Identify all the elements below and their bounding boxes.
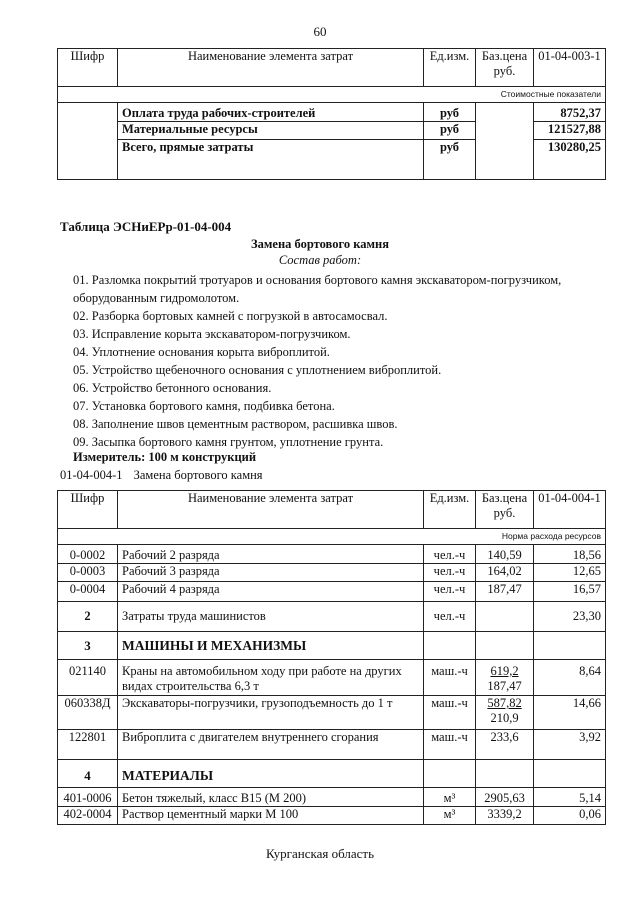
row-unit: маш.-ч — [424, 730, 476, 760]
header-column-code: 01-04-004-1 — [534, 491, 606, 529]
header-code: Шифр — [58, 491, 118, 529]
row-price: 3339,2 — [476, 807, 534, 825]
row-value: 23,30 — [534, 602, 606, 632]
row-unit: маш.-ч — [424, 660, 476, 696]
row-value: 130280,25 — [534, 140, 606, 180]
row-name: Всего, прямые затраты — [118, 140, 424, 180]
cost-table — [57, 48, 606, 180]
section-name: МАШИНЫ И МЕХАНИЗМЫ — [118, 632, 424, 660]
row-name: Краны на автомобильном ходу при работе на других видах строительства 6,3 т — [118, 660, 424, 696]
header-unit: Ед.изм. — [424, 49, 476, 87]
meter: Измеритель: 100 м конструкций — [73, 450, 257, 464]
work-item: 09. Засыпка бортового камня грунтом, уплотнение грунта. — [73, 435, 384, 449]
work-item: 06. Устройство бетонного основания. — [73, 381, 272, 395]
row-name: Виброплита с двигателем внутреннего сгорания — [118, 730, 424, 760]
row-unit: чел.-ч — [424, 602, 476, 632]
row-unit: руб — [424, 140, 476, 180]
row-code: 0-0004 — [58, 582, 118, 602]
row-value: 3,92 — [534, 730, 606, 760]
row-price: 587,82 — [487, 696, 522, 710]
row-name: Затраты труда машинистов — [118, 602, 424, 632]
row-code: 021140 — [58, 660, 118, 696]
row-code: 0-0003 — [58, 564, 118, 582]
row-name: Рабочий 3 разряда — [118, 564, 424, 582]
row-unit: чел.-ч — [424, 545, 476, 564]
header-base-price: Баз.цена руб. — [476, 49, 534, 87]
resources-table — [57, 490, 606, 825]
row-price: 140,59 — [476, 545, 534, 564]
row-price-secondary: 187,47 — [487, 679, 522, 693]
row-price-secondary: 210,9 — [490, 711, 519, 725]
row-value: 121527,88 — [534, 122, 606, 140]
row-value: 12,65 — [534, 564, 606, 582]
row-code: 2 — [58, 602, 118, 632]
row-value: 8752,37 — [534, 103, 606, 122]
work-item: 02. Разборка бортовых камней с погрузкой в автосамосвал. — [73, 309, 388, 323]
work-item: 07. Установка бортового камня, подбивка бетона. — [73, 399, 335, 413]
section-code: 4 — [58, 760, 118, 788]
row-code: 060338Д — [58, 696, 118, 730]
row-unit: м³ — [424, 807, 476, 825]
row-value: 0,06 — [534, 807, 606, 825]
row-name: Раствор цементный марки М 100 — [118, 807, 424, 825]
row-price: 2905,63 — [476, 788, 534, 807]
row-code: 0-0002 — [58, 545, 118, 564]
row-code: 401-0006 — [58, 788, 118, 807]
row-name: Экскаваторы-погрузчики, грузоподъемность до 1 т — [118, 696, 424, 730]
header-code: Шифр — [58, 49, 118, 87]
row-name: Рабочий 2 разряда — [118, 545, 424, 564]
row-unit: чел.-ч — [424, 564, 476, 582]
works-title: Состав работ: — [278, 253, 362, 267]
code-line — [60, 468, 263, 483]
row-value: 16,57 — [534, 582, 606, 602]
row-name: Рабочий 4 разряда — [118, 582, 424, 602]
section-name: МАТЕРИАЛЫ — [118, 760, 424, 788]
row-value: 14,66 — [534, 696, 606, 730]
work-item: 03. Исправление корыта экскаватором-погрузчиком. — [73, 327, 351, 341]
row-name: Бетон тяжелый, класс В15 (М 200) — [118, 788, 424, 807]
work-item: 05. Устройство щебеночного основания с уплотнением виброплитой. — [73, 363, 442, 377]
row-price: 619,2 — [490, 664, 519, 678]
table-title: Таблица ЭСНиЕРр-01-04-004 — [60, 219, 232, 234]
row-code: 402-0004 — [58, 807, 118, 825]
row-price: 187,47 — [476, 582, 534, 602]
row-value: 18,56 — [534, 545, 606, 564]
work-item: 04. Уплотнение основания корыта виброплитой. — [73, 345, 330, 359]
row-unit: маш.-ч — [424, 696, 476, 730]
subheader: Норма расхода ресурсов — [58, 529, 606, 545]
row-unit: чел.-ч — [424, 582, 476, 602]
header-column-code: 01-04-003-1 — [534, 49, 606, 87]
row-unit: м³ — [424, 788, 476, 807]
page-number: 60 — [313, 24, 327, 39]
row-value: 8,64 — [534, 660, 606, 696]
row-price: 164,02 — [476, 564, 534, 582]
section-code: 3 — [58, 632, 118, 660]
header-name: Наименование элемента затрат — [118, 49, 424, 87]
row-value: 5,14 — [534, 788, 606, 807]
row-unit: руб — [424, 122, 476, 140]
code-line-name: Замена бортового камня — [133, 468, 263, 482]
subheader: Стоимостные показатели — [58, 87, 606, 103]
header-base-price: Баз.цена руб. — [476, 491, 534, 529]
header-unit: Ед.изм. — [424, 491, 476, 529]
work-item: 08. Заполнение швов цементным раствором, расшивка швов. — [73, 417, 398, 431]
code-line-code: 01-04-004-1 — [60, 468, 123, 482]
row-unit: руб — [424, 103, 476, 122]
footer-region: Курганская область — [265, 846, 375, 861]
works-list — [73, 271, 613, 451]
row-name: Материальные ресурсы — [118, 122, 424, 140]
header-name: Наименование элемента затрат — [118, 491, 424, 529]
section-title: Замена бортового камня — [251, 237, 389, 251]
row-code: 122801 — [58, 730, 118, 760]
row-price: 233,6 — [476, 730, 534, 760]
row-name: Оплата труда рабочих-строителей — [118, 103, 424, 122]
work-item: 01. Разломка покрытий тротуаров и основания бортового камня экскаватором-погрузчиком, оборудованным гидромолотом. — [73, 273, 562, 305]
